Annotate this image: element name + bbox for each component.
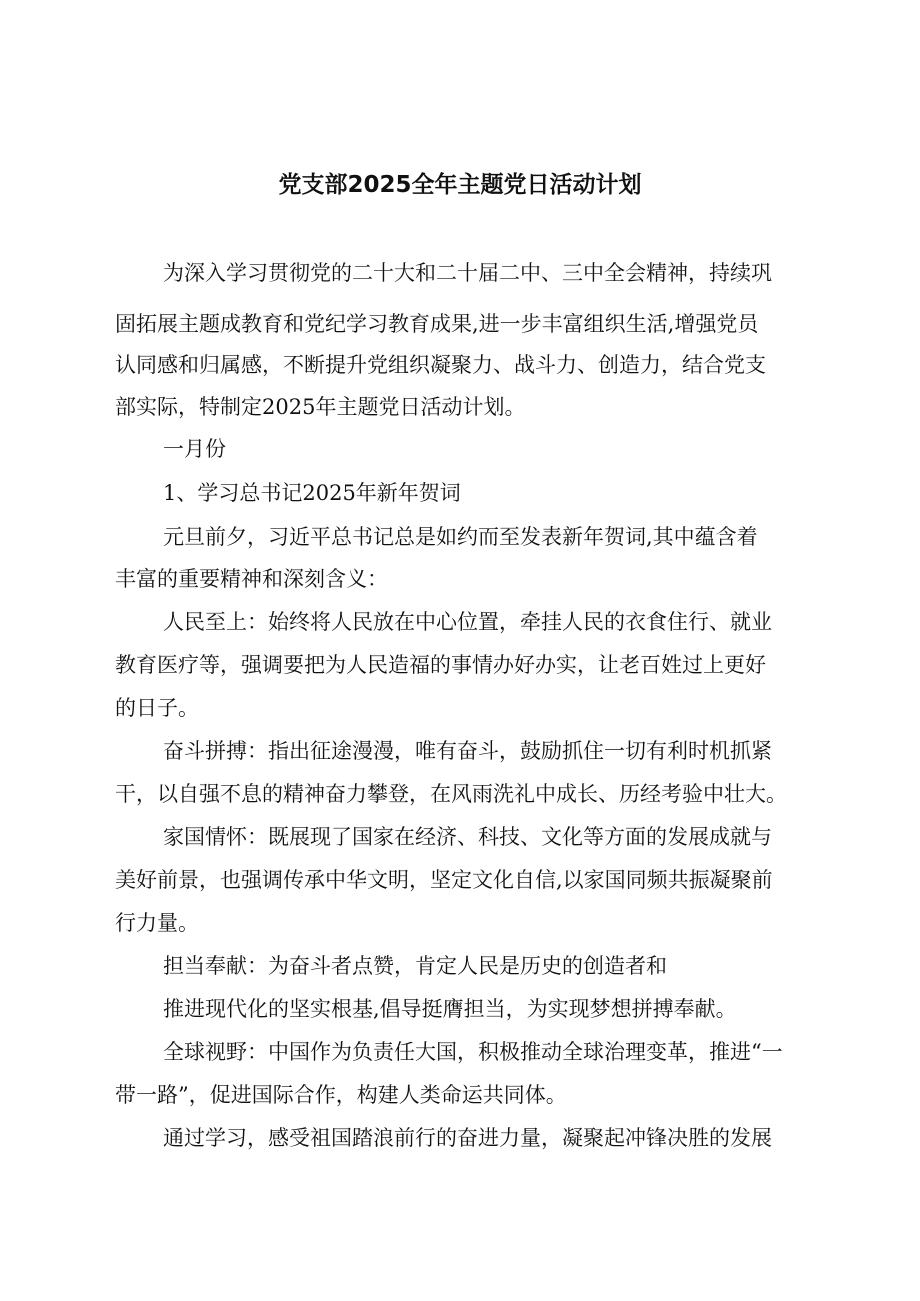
paragraph-line: 家国情怀：既展现了国家在经济、科技、文化等方面的发展成就与: [163, 825, 772, 849]
paragraph-line: 人民至上：始终将人民放在中心位置，牵挂人民的衣食住行、就业: [163, 610, 772, 634]
paragraph-line: 固拓展主题成教育和党纪学习教育成果,进一步丰富组织生活,增强党员: [115, 312, 759, 336]
paragraph-line: 元旦前夕，习近平总书记总是如约而至发表新年贺词,其中蕴含着: [163, 525, 758, 549]
paragraph-line: 丰富的重要精神和深刻含义：: [115, 567, 388, 591]
paragraph-line: 担当奉献：为奋斗者点赞，肯定人民是历史的创造者和: [163, 954, 667, 978]
item-heading: 1、学习总书记2025年新年贺词: [163, 481, 461, 505]
paragraph-line: 的日子。: [115, 696, 199, 720]
paragraph-line: 美好前景，也强调传承中华文明，坚定文化自信,以家国同频共振凝聚前: [115, 868, 773, 892]
paragraph-line: 通过学习，感受祖国踏浪前行的奋进力量，凝聚起冲锋决胜的发展: [163, 1126, 772, 1150]
paragraph-line: 为深入学习贯彻党的二十大和二十届二中、三中全会精神，持续巩: [163, 261, 772, 285]
section-heading-month: 一月份: [163, 437, 226, 461]
paragraph-line: 行力量。: [115, 911, 199, 935]
paragraph-line: 带一路”，促进国际合作，构建人类命运共同体。: [115, 1083, 567, 1107]
paragraph-line: 推进现代化的坚实根基,倡导挺膺担当，为实现梦想拼搏奉献。: [163, 997, 737, 1021]
paragraph-line: 干，以自强不息的精神奋力攀登，在风雨洗礼中成长、历经考验中壮大。: [115, 782, 787, 806]
paragraph-line: 奋斗拼搏：指出征途漫漫，唯有奋斗，鼓励抓住一切有利时机抓紧: [163, 739, 772, 763]
paragraph-line: 认同感和归属感，不断提升党组织凝聚力、战斗力、创造力，结合党支: [115, 353, 766, 377]
paragraph-line: 部实际，特制定2025年主题党日活动计划。: [115, 395, 526, 419]
paragraph-line: 全球视野：中国作为负责任大国，积极推动全球治理变革，推进“一: [163, 1040, 783, 1064]
document-title: 党支部2025全年主题党日活动计划: [278, 172, 642, 198]
paragraph-line: 教育医疗等，强调要把为人民造福的事情办好办实，让老百姓过上更好: [115, 653, 766, 677]
